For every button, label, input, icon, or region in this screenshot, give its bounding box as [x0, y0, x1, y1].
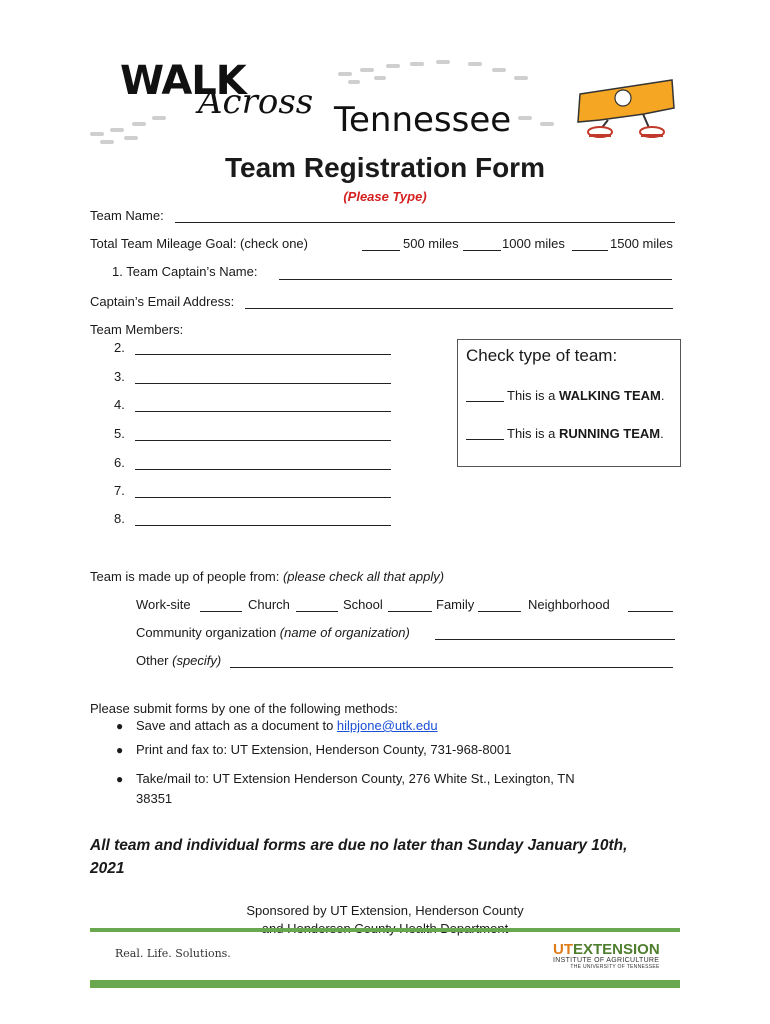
- member-number: 4.: [114, 397, 125, 412]
- running-team-checkbox[interactable]: [466, 439, 504, 440]
- member-7-field[interactable]: [135, 497, 391, 498]
- logo-across-text: Across: [198, 82, 314, 122]
- mileage-500-label: 500 miles: [403, 236, 459, 251]
- please-type-note: (Please Type): [343, 189, 427, 204]
- team-type-title: Check type of team:: [466, 346, 618, 365]
- logo-tennessee-text: Tennessee: [334, 100, 512, 140]
- other-label: Other (specify): [136, 653, 222, 668]
- logo-walk-text: WALK: [120, 58, 246, 104]
- mileage-goal-label: Total Team Mileage Goal: (check one): [90, 236, 308, 251]
- tennessee-mascot-icon: [578, 80, 674, 137]
- family-label: Family: [436, 597, 475, 612]
- church-checkbox[interactable]: [296, 611, 338, 612]
- team-name-label: Team Name:: [90, 208, 164, 223]
- member-2-field[interactable]: [135, 354, 391, 355]
- school-label: School: [343, 597, 383, 612]
- school-checkbox[interactable]: [388, 611, 432, 612]
- footer-divider: [90, 928, 680, 932]
- submit-fax-item: Print and fax to: UT Extension, Henderson County, 731-968-8001: [136, 742, 512, 757]
- deadline-notice: All team and individual forms are due no later than Sunday January 10th, 2021: [90, 837, 628, 877]
- member-5-field[interactable]: [135, 440, 391, 441]
- walking-team-checkbox[interactable]: [466, 401, 504, 402]
- submit-email-item: Save and attach as a document to hilpjone@utk.edu: [136, 718, 438, 733]
- member-8-field[interactable]: [135, 525, 391, 526]
- running-team-label: This is a RUNNING TEAM.: [507, 426, 664, 441]
- captain-name-field[interactable]: [279, 279, 672, 280]
- neighborhood-label: Neighborhood: [528, 597, 610, 612]
- member-number: 5.: [114, 426, 125, 441]
- member-number: 8.: [114, 511, 125, 526]
- worksite-checkbox[interactable]: [200, 611, 242, 612]
- submit-mail-item-line1: Take/mail to: UT Extension Henderson County, 276 White St., Lexington, TN: [136, 771, 575, 786]
- team-members-label: Team Members:: [90, 322, 184, 337]
- worksite-label: Work-site: [136, 597, 191, 612]
- bullet-icon: ●: [116, 719, 124, 733]
- community-label: Community organization (name of organization): [136, 625, 410, 640]
- walking-team-label: This is a WALKING TEAM.: [507, 388, 665, 403]
- community-field[interactable]: [435, 639, 675, 640]
- church-label: Church: [248, 597, 290, 612]
- other-field[interactable]: [230, 667, 673, 668]
- footer-tagline: Real. Life. Solutions.: [115, 947, 231, 960]
- mileage-1000-checkbox[interactable]: [463, 250, 501, 251]
- mileage-1500-checkbox[interactable]: [572, 250, 608, 251]
- ut-extension-logo: UTEXTENSION INSTITUTE OF AGRICULTURE THE UNIVERSITY OF TENNESSEE: [553, 941, 660, 970]
- captain-email-label: Captain’s Email Address:: [90, 294, 235, 309]
- submit-intro: Please submit forms by one of the following methods:: [90, 701, 398, 716]
- captain-name-label: 1. Team Captain’s Name:: [112, 264, 258, 279]
- page-title: Team Registration Form: [225, 152, 545, 183]
- family-checkbox[interactable]: [478, 611, 521, 612]
- mileage-1000-label: 1000 miles: [502, 236, 565, 251]
- member-number: 6.: [114, 455, 125, 470]
- captain-email-field[interactable]: [245, 308, 673, 309]
- mileage-500-checkbox[interactable]: [362, 250, 400, 251]
- neighborhood-checkbox[interactable]: [628, 611, 673, 612]
- submit-mail-item-line2: 38351: [136, 791, 173, 806]
- made-up-label: Team is made up of people from: (please check all that apply): [90, 569, 445, 584]
- footer-bottom-bar: [90, 980, 680, 988]
- bullet-icon: ●: [116, 743, 124, 757]
- email-link[interactable]: hilpjone@utk.edu: [336, 718, 438, 733]
- mileage-1500-label: 1500 miles: [610, 236, 673, 251]
- member-4-field[interactable]: [135, 411, 391, 412]
- team-name-field[interactable]: [175, 222, 675, 223]
- member-6-field[interactable]: [135, 469, 391, 470]
- sponsor-text: Sponsored by UT Extension, Henderson County: [246, 903, 524, 918]
- member-3-field[interactable]: [135, 383, 391, 384]
- member-number: 2.: [114, 340, 125, 355]
- member-number: 7.: [114, 483, 125, 498]
- member-number: 3.: [114, 369, 125, 384]
- bullet-icon: ●: [116, 772, 124, 786]
